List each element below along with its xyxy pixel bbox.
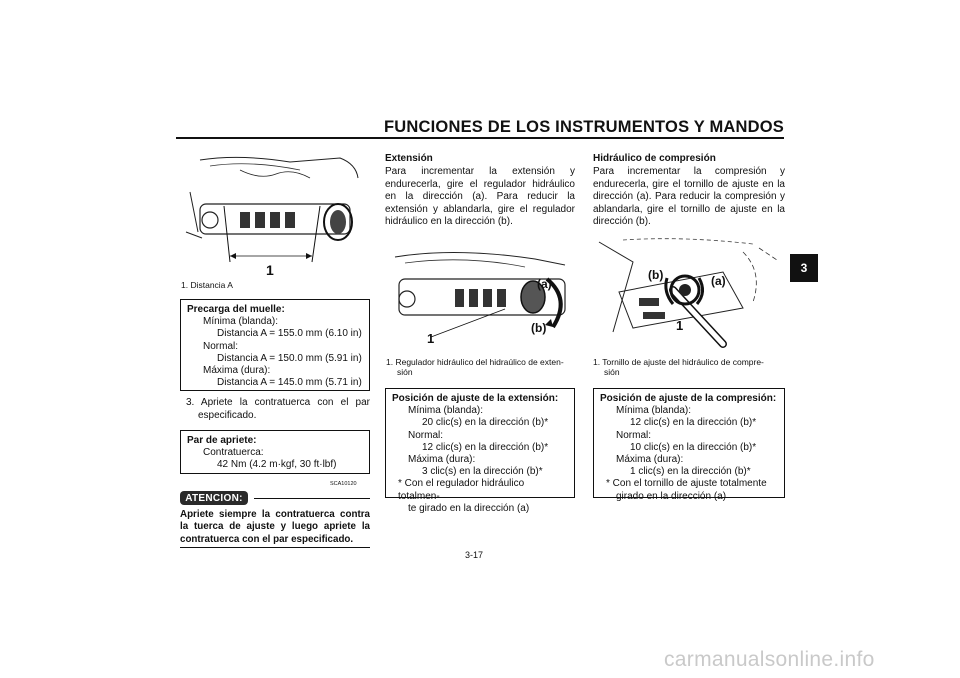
figure-callout-1: 1 (266, 262, 274, 278)
box-line: 12 clic(s) en la dirección (b)* (422, 441, 549, 453)
box-line: Distancia A = 145.0 mm (5.71 in) (217, 377, 362, 389)
box-line: Distancia A = 155.0 mm (6.10 in) (217, 328, 362, 340)
label-b: (b) (531, 321, 547, 335)
chapter-tab: 3 (790, 254, 818, 282)
box-footnote: * Con el regulador hidráulico totalmen- (398, 478, 525, 502)
compression-paragraph: Para incrementar la compresión y endurecerla, gire el tornillo de ajuste en la dirección (a). Para reducir la compresión y ablandarla, gire el tornillo de ajuste en la dirección (b). (593, 166, 785, 228)
box-line: Mínima (blanda): (408, 405, 484, 417)
box-line: Contratuerca: (203, 447, 264, 459)
box-footnote: * Con el tornillo de ajuste totalmente (606, 478, 767, 490)
box-heading: Posición de ajuste de la compresión: (600, 393, 777, 404)
page-number: 3-17 (465, 550, 484, 560)
box-line: Máxima (dura): (616, 454, 684, 466)
notice-rule (254, 498, 370, 499)
box-line: Distancia A = 150.0 mm (5.91 in) (217, 352, 362, 364)
notice-label: ATENCION: (180, 491, 248, 505)
notice-code: SCA10120 (330, 481, 357, 487)
spring-preload-box (180, 299, 370, 391)
box-heading: Precarga del muelle: (187, 304, 285, 315)
title-rule (176, 137, 784, 139)
label-a: (a) (711, 274, 726, 288)
box-footnote: te girado en la dirección (a) (408, 502, 530, 514)
rebound-figure (385, 245, 575, 349)
box-line: Mínima (blanda): (616, 405, 692, 417)
box-line: 1 clic(s) en la dirección (b)* (630, 466, 751, 478)
notice-text: Apriete siempre la contratuerca contra la tuerca de ajuste y luego apriete la contratuerca con el par especificado. (180, 509, 370, 545)
box-line: Máxima (dura): (203, 365, 271, 377)
box-line: 20 clic(s) en la dirección (b)* (422, 417, 549, 429)
box-line: 42 Nm (4.2 m·kgf, 30 ft·lbf) (217, 459, 337, 471)
label-a: (a) (537, 277, 552, 291)
figure-caption: 1. Distancia A (181, 280, 233, 290)
figure-caption-line2: sión (397, 367, 413, 377)
spring-preload-illustration (180, 152, 370, 276)
spring-preload-figure (180, 152, 370, 276)
box-line: 10 clic(s) en la dirección (b)* (630, 441, 757, 453)
rebound-illustration (385, 245, 575, 349)
box-heading: Par de apriete: (187, 435, 257, 446)
box-footnote: girado en la dirección (a) (616, 490, 727, 502)
watermark: carmanualsonline.info (664, 648, 875, 671)
compression-settings-box (593, 388, 785, 502)
box-heading: Posición de ajuste de la extensión: (392, 393, 559, 404)
box-line: 12 clic(s) en la dirección (b)* (630, 417, 757, 429)
figure-callout-1: 1 (427, 331, 435, 346)
label-b: (b) (648, 268, 664, 282)
rebound-heading: Extensión (385, 153, 433, 164)
rebound-settings-box (385, 388, 575, 514)
step-3: 3. Apriete la contratuerca con el par especificado. (186, 397, 370, 421)
compression-figure (593, 232, 785, 350)
box-line: Mínima (blanda): (203, 316, 279, 328)
notice-bottom-rule (180, 547, 370, 548)
torque-box (180, 430, 370, 474)
figure-caption-line1: 1. Regulador hidráulico del hidraúlico de exten- (386, 357, 564, 367)
figure-callout-1: 1 (676, 318, 684, 333)
compression-heading: Hidráulico de compresión (593, 153, 716, 164)
box-line: 3 clic(s) en la dirección (b)* (422, 466, 543, 478)
box-line: Máxima (dura): (408, 454, 476, 466)
page-title: FUNCIONES DE LOS INSTRUMENTOS Y MANDOS (384, 118, 784, 136)
box-line: Normal: (203, 340, 239, 352)
rebound-paragraph: Para incrementar la extensión y endurecerla, gire el regulador hidráulico en la dirección (a). Para reducir la extensión y ablandarla, gire el regulador hidráulico en la dirección (b). (385, 166, 575, 228)
box-line: Normal: (408, 429, 444, 441)
figure-caption-line1: 1. Tornillo de ajuste del hidráulico de compre- (593, 357, 764, 367)
compression-illustration (593, 232, 785, 350)
box-line: Normal: (616, 429, 652, 441)
figure-caption-line2: sión (604, 367, 620, 377)
